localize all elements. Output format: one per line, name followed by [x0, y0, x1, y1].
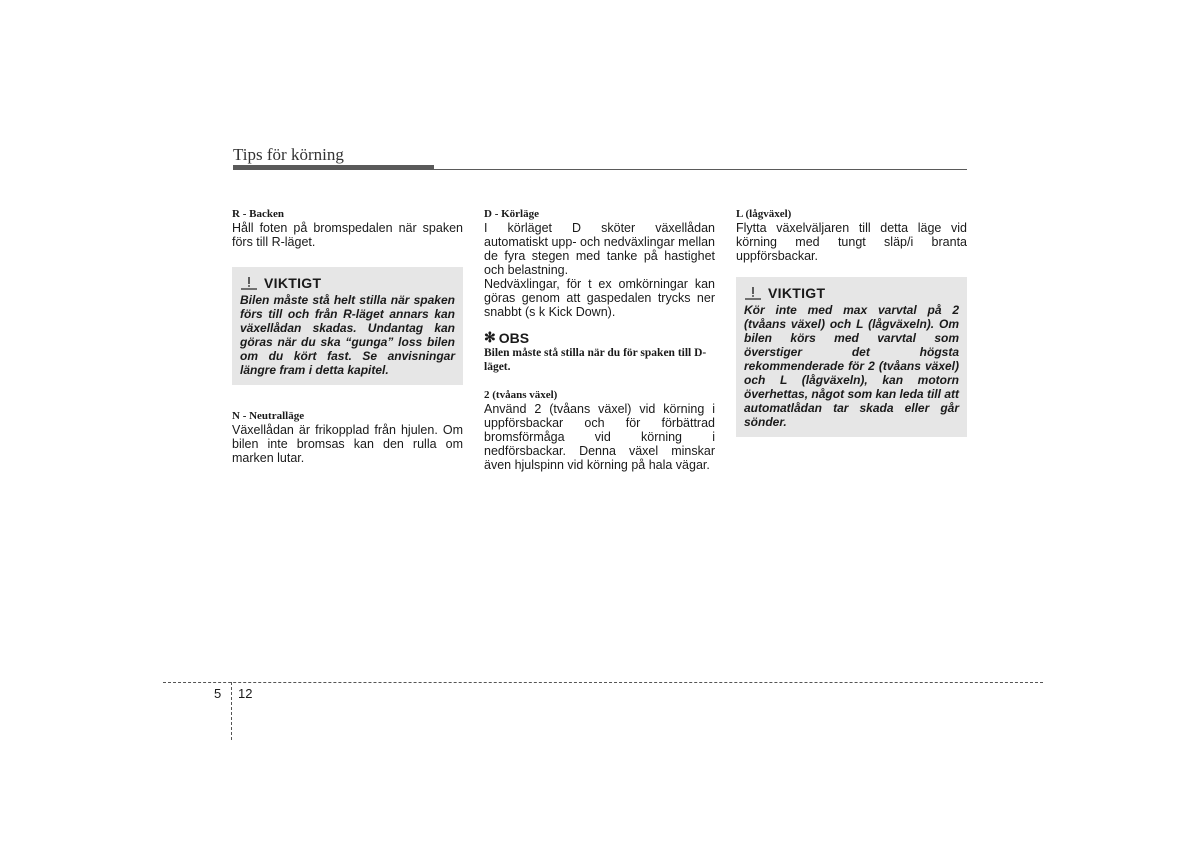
section-text-l: Flytta växelväljaren till detta läge vid körning med tungt släp/i branta uppförsbackar.: [736, 221, 967, 263]
footer-vertical-divider: [231, 682, 232, 740]
section-text-r: Håll foten på bromspedalen när spaken förs till R-läget.: [232, 221, 463, 249]
page-header-title: Tips för körning: [233, 145, 344, 164]
section-text-n: Växellådan är frikopplad från hjulen. Om bilen inte bromsas kan den rulla om marken lutar.: [232, 423, 463, 465]
header-bar: [233, 165, 434, 170]
column-1: [232, 207, 463, 465]
obs-text: Bilen måste stå stilla när du för spaken till D-läget.: [484, 347, 707, 373]
warning-text: Kör inte med max varvtal på 2 (tvåans växel) och L (lågväxeln). Om bilen körs med varvtal som överstiger det högsta rekommenderade för 2 (tvåans växel) och L (lågväxeln), kan motorn överhettas, något som kan leda till att automatlådan tar skada eller går sönder.: [744, 303, 959, 429]
footer-divider: [163, 682, 1043, 683]
header-rule: [434, 169, 967, 170]
section-heading-r: R - Backen: [232, 208, 284, 220]
warning-box-r: [232, 267, 463, 385]
section-heading-l: L (lågväxel): [736, 208, 792, 220]
section-text-d1: I körläget D sköter växellådan automatiskt upp- och nedväxlingar mellan de fyra stegen med tanke på hastighet och belastning.: [484, 221, 715, 277]
warning-title: VIKTIGT: [264, 275, 322, 291]
column-2: [484, 207, 715, 472]
warning-text: Bilen måste stå helt stilla när spaken förs till och från R-läget annars kan växellådan skadas. Undantag kan göras när du ska “gunga” loss bilen om du kört fast. Se anvisningar längre fram i detta kapitel.: [240, 293, 455, 377]
warning-title: VIKTIGT: [768, 285, 826, 301]
warning-box-l: [736, 277, 967, 437]
page-number: 12: [238, 686, 253, 701]
section-text-d2: Nedväxlingar, för t ex omkörningar kan göras genom att gaspedalen trycks ner snabbt (s k Kick Down).: [484, 277, 715, 319]
obs-heading: [484, 329, 715, 346]
section-heading-2: 2 (tvåans växel): [484, 389, 558, 401]
asterisk-icon: ✻: [484, 329, 496, 345]
section-heading-n: N - Neutralläge: [232, 410, 305, 422]
caution-icon: [744, 285, 762, 301]
caution-icon: [240, 275, 258, 291]
section-text-2: Använd 2 (tvåans växel) vid körning i uppförsbackar och för förbättrad bromsförmåga vid körning i nedförsbackar. Denna växel minskar även hjulspinn vid körning på hala vägar.: [484, 402, 715, 472]
chapter-number: 5: [214, 686, 222, 701]
column-3: [736, 207, 967, 437]
section-heading-d: D - Körläge: [484, 208, 539, 220]
obs-title: OBS: [498, 329, 530, 346]
